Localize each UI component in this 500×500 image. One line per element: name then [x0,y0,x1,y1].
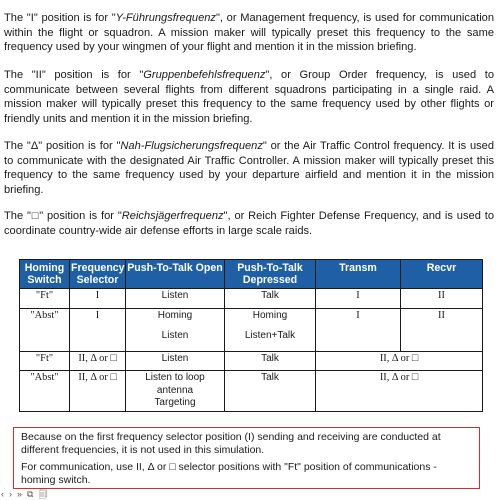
cell-homing: "Ft" [20,352,70,371]
cell-ptt-depressed [225,352,316,371]
page-nav-toolbar [0,489,500,500]
cell-homing: "Abst" [20,309,70,352]
cell-line: Listen [161,290,189,301]
cell-line: Listen+Talk [244,329,296,341]
table-row [20,352,483,371]
cell-transm: I [316,309,401,352]
prev-page-icon[interactable]: ‹ [1,489,4,499]
cell-freq: II, Δ or □ [70,352,126,371]
cell-ptt-depressed [225,371,316,412]
para-text: The "II" position is for " [4,69,144,81]
cell-ptt-depressed [225,309,316,352]
next-page-icon[interactable]: › [9,489,12,499]
cell-ptt-open [126,289,225,309]
para-text: ", or Management frequency, is used for communication within the flight or squadron. A mission maker will typically preset this frequency to the same frequency used by your wingmen of your flight and mention it in the mission briefing. [4,12,494,54]
cell-line: Homing [157,310,193,321]
cell-line: antenna [156,384,194,396]
pages-icon[interactable]: 🗐 [38,489,48,499]
para-text: The "Δ" position is for " [4,140,121,152]
frequency-selector-table [19,259,483,412]
para-text: ", or Reich Fighter Defense Frequency, and is used to coordinate country-wide air defense efforts in large scale raids. [4,210,494,237]
cell-line: Listen [161,353,189,364]
paragraph-management-frequency [4,11,494,55]
cell-transm-recvr: II, Δ or □ [316,371,483,412]
para-text: The "□" position is for " [4,210,122,222]
header-homing-switch: Homing Switch [20,260,70,289]
cell-line: Homing [252,310,288,321]
german-term: Nah-Flugsicherungsfrequenz [120,140,263,152]
copy-icon[interactable]: ⧉ [27,489,34,499]
cell-line: Talk [261,353,279,364]
header-ptt-depressed: Push-To-Talk Depressed [225,260,316,289]
header-recvr: Recvr [401,260,483,289]
cell-line: Listen to loop [145,372,205,383]
last-page-icon[interactable]: » [17,489,23,499]
cell-homing: "Ft" [20,289,70,309]
header-transm: Transm [316,260,401,289]
table-row [20,309,483,352]
cell-freq: II, Δ or □ [70,371,126,412]
cell-ptt-depressed [225,289,316,309]
simulation-note-box [13,427,480,489]
german-term: Y-Führungsfrequenz [115,12,216,24]
para-text: The "I" position is for " [4,12,116,24]
cell-ptt-open [126,371,225,412]
cell-line: Targeting [154,397,196,408]
cell-freq: I [70,289,126,309]
cell-recvr: II [401,289,483,309]
paragraph-group-order-frequency [4,68,494,126]
paragraph-atc-frequency [4,139,494,197]
cell-line: Talk [261,290,279,301]
header-frequency-selector: Frequency Selector [70,260,126,289]
german-term: Reichsjägerfrequenz [121,210,224,222]
note-line: For communication, use II, Δ or □ selector positions with "Ft" position of communications - homing switch. [21,461,437,486]
cell-ptt-open [126,352,225,371]
para-text: ", or Group Order frequency, is used to communicate between several flights from different squadrons participating in a single raid. A mission maker will typically preset this frequency to the same frequency used by other flights or friendly units and mention it in the mission briefing. [4,69,494,125]
cell-line: Listen [161,329,189,341]
cell-ptt-open [126,309,225,352]
table-header-row [20,260,483,289]
table-row [20,371,483,412]
german-term: Gruppenbefehlsfrequenz [143,69,266,81]
cell-recvr: II [401,309,483,352]
cell-freq: I [70,309,126,352]
cell-homing: "Abst" [20,371,70,412]
note-line: Because on the first frequency selector position (I) sending and receiving are conducted at different frequencies, it is not used in this simulation. [21,431,441,456]
header-ptt-open: Push-To-Talk Open [126,260,225,289]
table-row [20,289,483,309]
cell-transm-recvr: II, Δ or □ [316,352,483,371]
cell-transm: I [316,289,401,309]
paragraph-reich-fighter-frequency [4,209,494,238]
para-text: " or the Air Traffic Control frequency. It is used to communicate with the designated Air Traffic Controller. A mission maker will typically preset this frequency to the same frequency used by your departure airfield and mention it in the mission briefing. [4,140,494,196]
cell-line: Talk [261,372,279,383]
